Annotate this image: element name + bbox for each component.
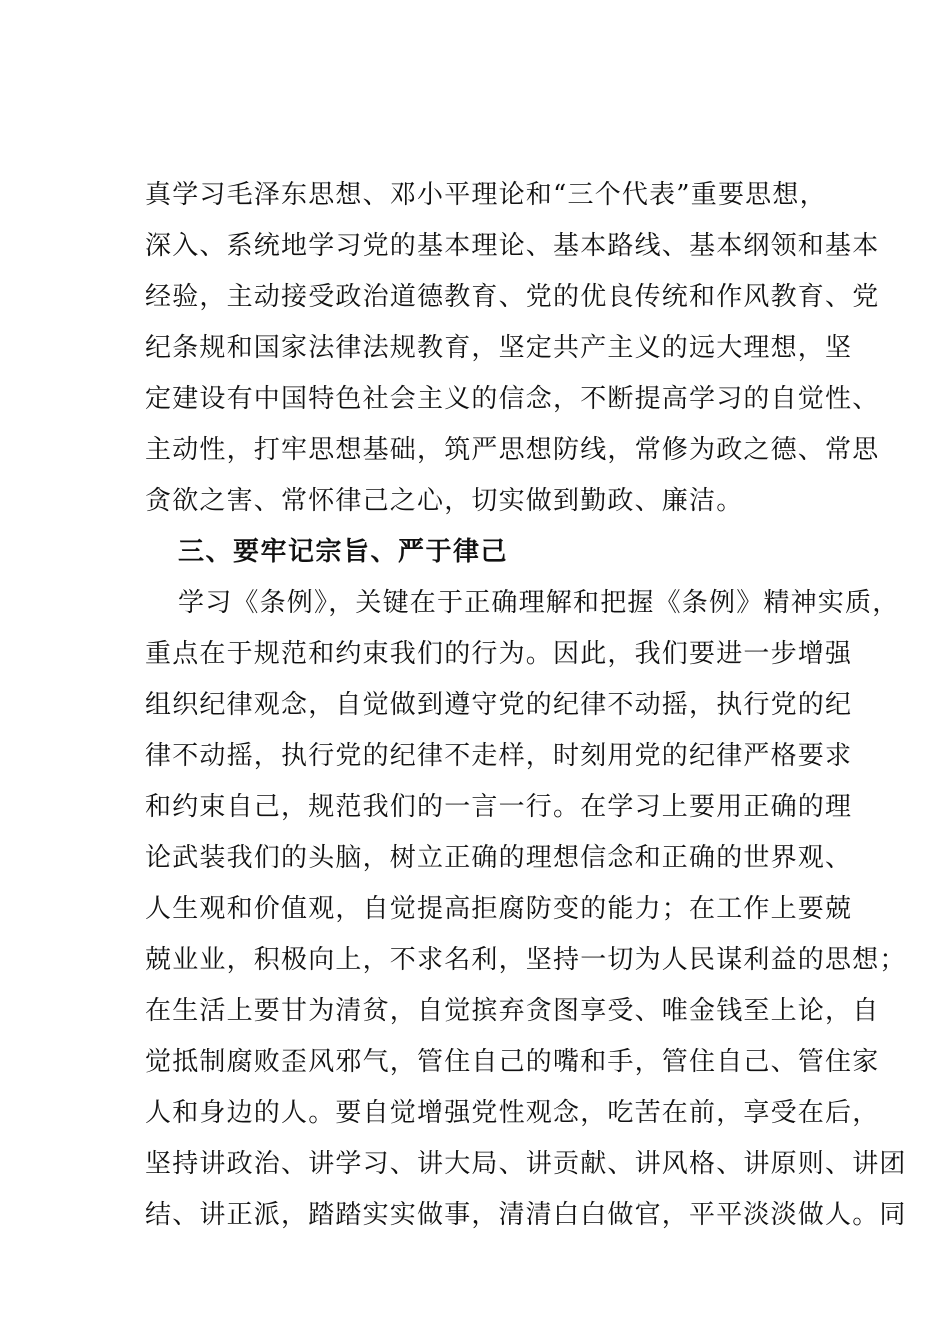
paragraph-line: 在生活上要甘为清贫，自觉摈弃贪图享受、唯金钱至上论，自 bbox=[145, 996, 880, 1026]
paragraph-line: 贪欲之害、常怀律己之心，切实做到勤政、廉洁。 bbox=[145, 486, 744, 516]
paragraph-line: 和约束自己，规范我们的一言一行。在学习上要用正确的理 bbox=[145, 792, 853, 822]
paragraph-line: 重点在于规范和约束我们的行为。因此，我们要进一步增强 bbox=[145, 639, 853, 669]
paragraph-line: 深入、系统地学习党的基本理论、基本路线、基本纲领和基本 bbox=[145, 231, 880, 261]
paragraph-line: 定建设有中国特色社会主义的信念，不断提高学习的自觉性、 bbox=[145, 384, 880, 414]
paragraph-line: 兢业业，积极向上，不求名利，坚持一切为人民谋利益的思想； bbox=[145, 945, 907, 975]
paragraph-line: 组织纪律观念，自觉做到遵守党的纪律不动摇，执行党的纪 bbox=[145, 690, 853, 720]
paragraph-line: 人和身边的人。要自觉增强党性观念，吃苦在前，享受在后， bbox=[145, 1098, 880, 1128]
paragraph-line: 论武装我们的头脑，树立正确的理想信念和正确的世界观、 bbox=[145, 843, 853, 873]
paragraph-line: 结、讲正派，踏踏实实做事，清清白白做官，平平淡淡做人。同 bbox=[145, 1200, 907, 1230]
paragraph-line: 经验，主动接受政治道德教育、党的优良传统和作风教育、党 bbox=[145, 282, 880, 312]
paragraph-line: 纪条规和国家法律法规教育，坚定共产主义的远大理想，坚 bbox=[145, 333, 853, 363]
paragraph-line: 律不动摇，执行党的纪律不走样，时刻用党的纪律严格要求 bbox=[145, 741, 853, 771]
paragraph-line: 真学习毛泽东思想、邓小平理论和“三个代表”重要思想， bbox=[145, 180, 827, 210]
paragraph-line: 学习《条例》，关键在于正确理解和把握《条例》精神实质， bbox=[178, 588, 900, 618]
paragraph-line: 主动性，打牢思想基础，筑严思想防线，常修为政之德、常思 bbox=[145, 435, 880, 465]
section-heading: 三、要牢记宗旨、严于律己 bbox=[178, 537, 509, 567]
paragraph-line: 坚持讲政治、讲学习、讲大局、讲贡献、讲风格、讲原则、讲团 bbox=[145, 1149, 907, 1179]
paragraph-line: 觉抵制腐败歪风邪气，管住自己的嘴和手，管住自己、管住家 bbox=[145, 1047, 880, 1077]
document-body bbox=[145, 170, 907, 1241]
paragraph-line: 人生观和价值观，自觉提高拒腐防变的能力；在工作上要兢 bbox=[145, 894, 853, 924]
